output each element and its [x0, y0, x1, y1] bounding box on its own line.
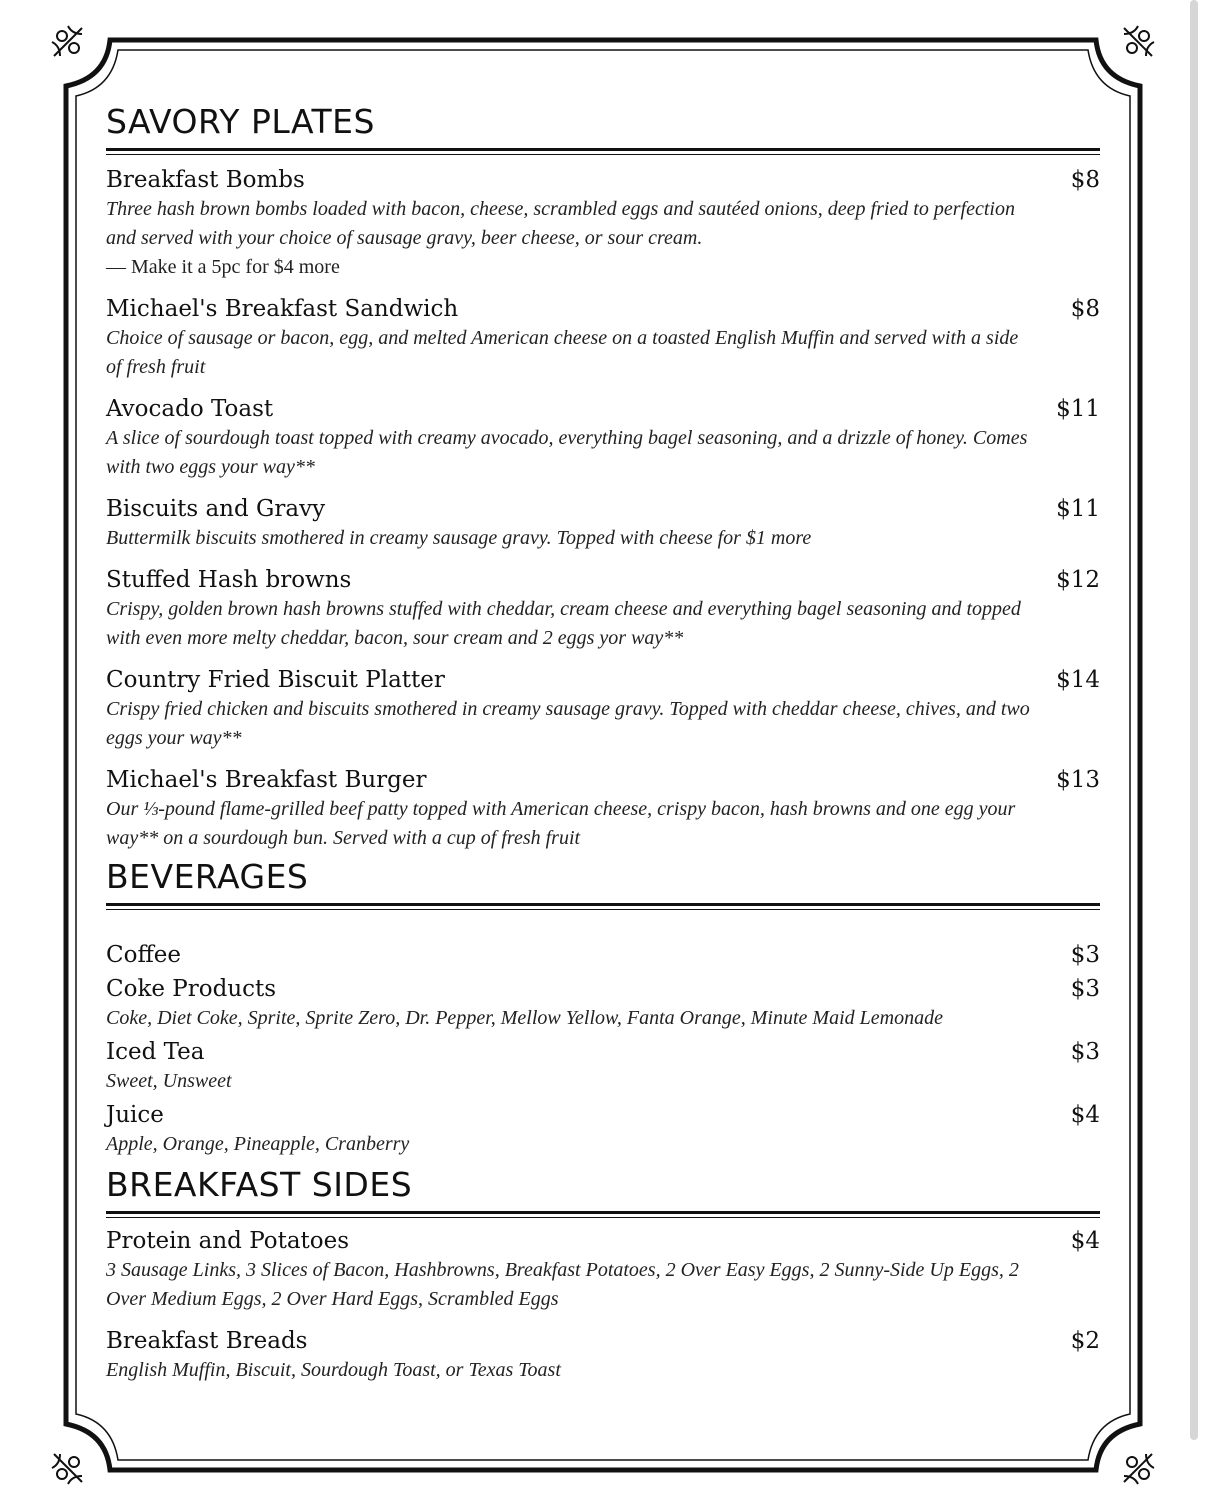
item-description: Crispy fried chicken and biscuits smothered in creamy sausage gravy. Topped with cheddar cheese, chives, and two eggs your way** — [106, 698, 1030, 749]
item-name: Iced Tea — [106, 1039, 205, 1065]
item-description: Our ⅓-pound flame-grilled beef patty topped with American cheese, crispy bacon, hash browns and one egg your way** on a sourdough bun. Served with a cup of fresh fruit — [106, 798, 1016, 849]
section-divider — [106, 903, 1100, 910]
item-price: $3 — [1070, 976, 1100, 1002]
menu-item — [106, 1100, 1100, 1159]
menu-item — [106, 565, 1100, 653]
item-name: Breakfast Bombs — [106, 167, 305, 193]
item-name: Michael's Breakfast Sandwich — [106, 296, 459, 322]
menu-item — [106, 1037, 1100, 1096]
menu-item — [106, 974, 1100, 1033]
item-price: $3 — [1070, 1039, 1100, 1065]
section-breakfast-sides — [106, 1163, 1100, 1385]
item-price: $13 — [1056, 767, 1100, 793]
item-name: Biscuits and Gravy — [106, 496, 326, 522]
item-description: English Muffin, Biscuit, Sourdough Toast, or Texas Toast — [106, 1359, 561, 1381]
section-title: BREAKFAST SIDES — [106, 1165, 413, 1204]
section-title: BEVERAGES — [106, 857, 309, 896]
item-price: $8 — [1070, 296, 1100, 322]
item-name: Stuffed Hash browns — [106, 567, 352, 593]
item-description: Coke, Diet Coke, Sprite, Sprite Zero, Dr. Pepper, Mellow Yellow, Fanta Orange, Minute Maid Lemonade — [106, 1007, 943, 1029]
menu-item — [106, 1326, 1100, 1385]
item-price: $11 — [1056, 496, 1100, 522]
item-description: Apple, Orange, Pineapple, Cranberry — [106, 1133, 410, 1155]
item-description: Sweet, Unsweet — [106, 1070, 232, 1092]
menu-item — [106, 294, 1100, 382]
item-name: Country Fried Biscuit Platter — [106, 667, 445, 693]
corner-ornament-bottom-right-icon — [1118, 1448, 1158, 1488]
item-price: $4 — [1070, 1228, 1100, 1254]
menu-item — [106, 394, 1100, 482]
menu-item — [106, 1226, 1100, 1314]
item-name: Coffee — [106, 942, 182, 968]
menu-item — [106, 765, 1100, 853]
item-price: $12 — [1056, 567, 1100, 593]
menu-item — [106, 665, 1100, 753]
menu-item — [106, 165, 1100, 282]
menu-item — [106, 494, 1100, 553]
item-price: $11 — [1056, 396, 1100, 422]
item-name: Protein and Potatoes — [106, 1228, 350, 1254]
item-price: $14 — [1056, 667, 1100, 693]
item-description: A slice of sourdough toast topped with creamy avocado, everything bagel seasoning, and a drizzle of honey. Comes with two eggs your way** — [106, 427, 1028, 478]
item-description: Buttermilk biscuits smothered in creamy sausage gravy. Topped with cheese for $1 more — [106, 527, 812, 549]
item-name: Juice — [106, 1102, 164, 1128]
item-name: Breakfast Breads — [106, 1328, 308, 1354]
item-description: Crispy, golden brown hash browns stuffed with cheddar, cream cheese and everything bagel seasoning and topped with even more melty cheddar, bacon, sour cream and 2 eggs yor way** — [106, 598, 1021, 649]
section-savory-plates — [106, 100, 1100, 853]
item-name: Coke Products — [106, 976, 277, 1002]
item-name: Avocado Toast — [106, 396, 274, 422]
menu-content — [106, 100, 1100, 1385]
item-price: $4 — [1070, 1102, 1100, 1128]
corner-ornament-top-right-icon — [1118, 22, 1158, 62]
corner-ornament-bottom-left-icon — [48, 1448, 88, 1488]
item-note: — Make it a 5pc for $4 more — [106, 256, 340, 278]
section-beverages — [106, 855, 1100, 1159]
item-price: $3 — [1070, 942, 1100, 968]
item-price: $8 — [1070, 167, 1100, 193]
section-divider — [106, 148, 1100, 155]
scrollbar[interactable] — [1190, 0, 1198, 1440]
menu-item — [106, 940, 1100, 970]
corner-ornament-top-left-icon — [48, 22, 88, 62]
item-name: Michael's Breakfast Burger — [106, 767, 427, 793]
item-description: Choice of sausage or bacon, egg, and melted American cheese on a toasted English Muffin and served with a side of fresh fruit — [106, 327, 1019, 378]
section-divider — [106, 1211, 1100, 1218]
section-title: SAVORY PLATES — [106, 102, 375, 141]
item-description: 3 Sausage Links, 3 Slices of Bacon, Hashbrowns, Breakfast Potatoes, 2 Over Easy Eggs, 2 Sunny-Side Up Eggs, 2 Over Medium Eggs, 2 Over Hard Eggs, Scrambled Eggs — [106, 1259, 1019, 1310]
item-description: Three hash brown bombs loaded with bacon, cheese, scrambled eggs and sautéed onions, deep fried to perfection and served with your choice of sausage gravy, beer cheese, or sour cream. — [106, 198, 1015, 249]
item-price: $2 — [1070, 1328, 1100, 1354]
